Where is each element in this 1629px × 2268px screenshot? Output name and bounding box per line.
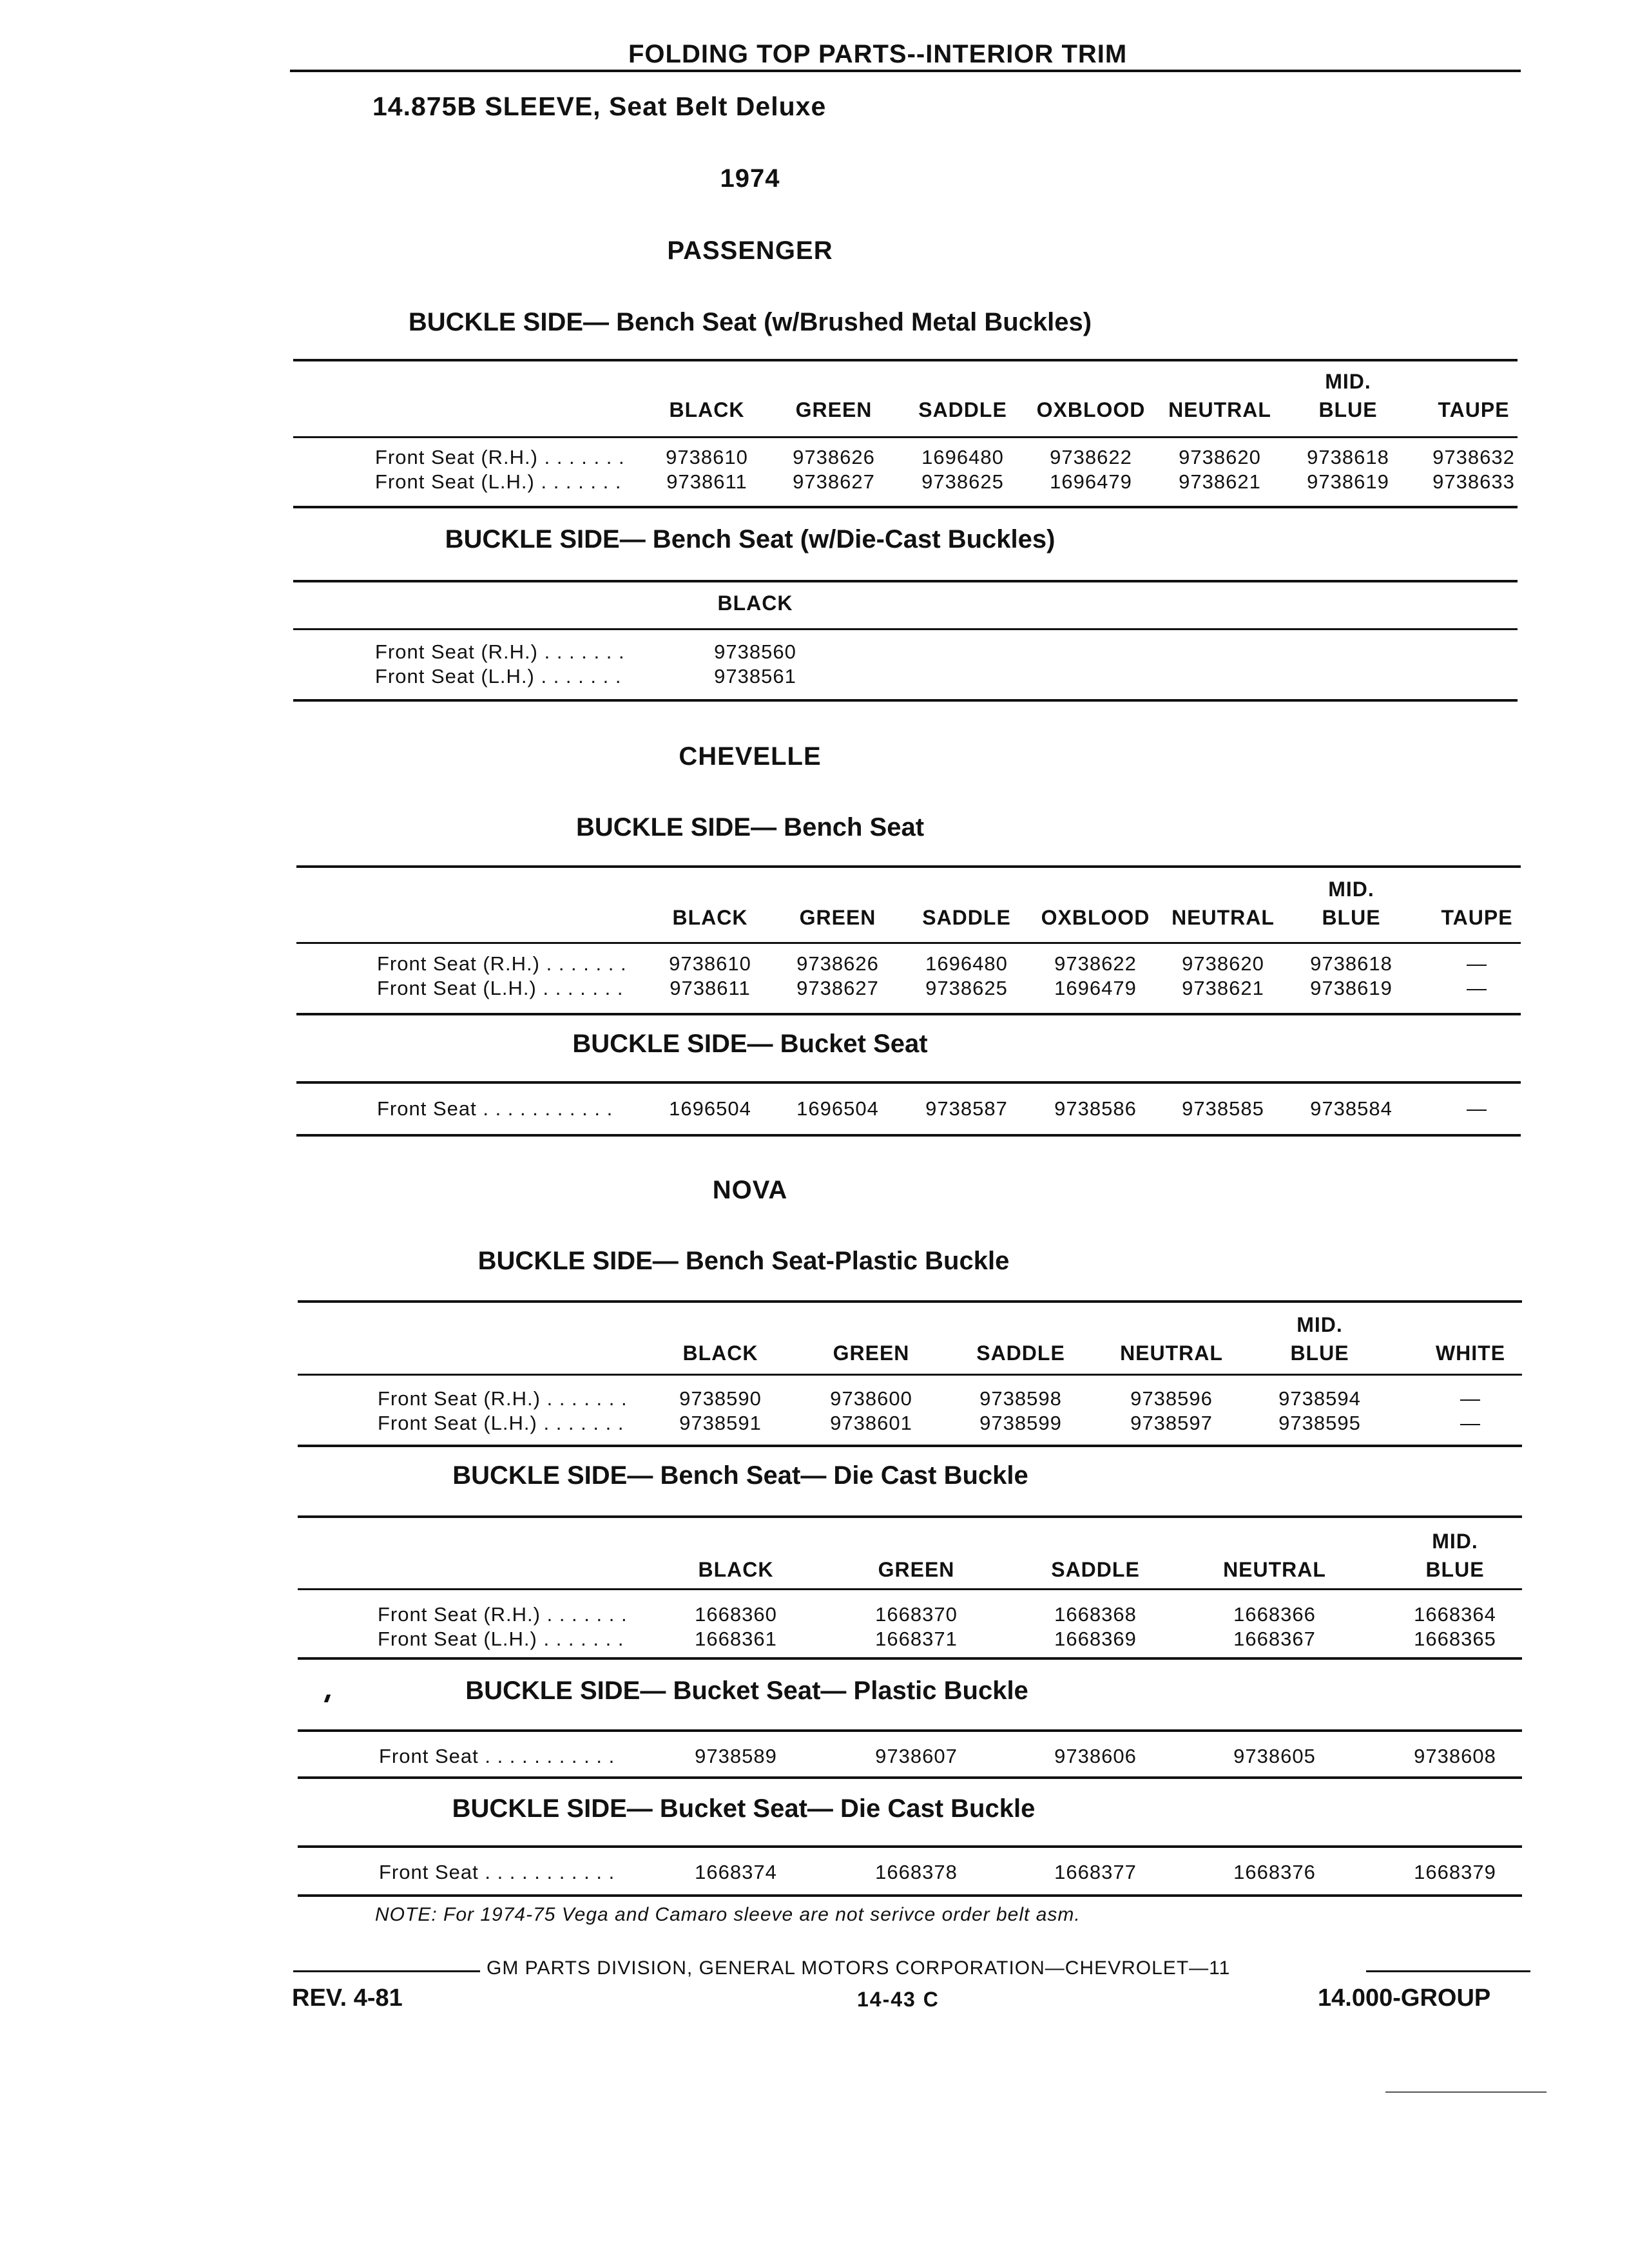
table-cell: 9738633 <box>1432 470 1515 493</box>
table-cell: 9738598 <box>979 1387 1062 1410</box>
column-header: SADDLE <box>918 398 1007 421</box>
table-cell: 9738622 <box>1050 446 1132 468</box>
table-cell: 9738586 <box>1054 1097 1137 1120</box>
table-cell: 9738610 <box>669 952 751 975</box>
table-cell: 9738589 <box>695 1745 777 1767</box>
rule <box>298 1776 1522 1779</box>
row-label: Front Seat (R.H.) . . . . . . . <box>375 640 625 663</box>
row-label: Front Seat (L.H.) . . . . . . . <box>375 470 622 493</box>
rule <box>298 1657 1522 1660</box>
column-header: BLACK <box>672 906 748 929</box>
footnote: NOTE: For 1974-75 Vega and Camaro sleeve are not serivce order belt asm. <box>375 1904 1081 1925</box>
table-cell: 1696480 <box>925 952 1008 975</box>
table-cell: 9738590 <box>679 1387 762 1410</box>
rule <box>298 1729 1522 1732</box>
table-cell: — <box>1460 1387 1481 1410</box>
table-cell: 1668367 <box>1233 1628 1316 1650</box>
footer-group: 14.000-GROUP <box>1318 1984 1491 2012</box>
footer-rule-left <box>293 1970 480 1972</box>
row-label: Front Seat (R.H.) . . . . . . . <box>378 1387 628 1410</box>
row-label: Front Seat . . . . . . . . . . . <box>377 1097 613 1120</box>
table-cell: 9738626 <box>793 446 875 468</box>
table-cell: 9738607 <box>875 1745 958 1767</box>
table-cell: 1668379 <box>1414 1861 1496 1883</box>
table-cell: 9738618 <box>1307 446 1389 468</box>
table-cell: 9738599 <box>979 1412 1062 1434</box>
column-header: MID. <box>1328 878 1374 901</box>
rule <box>296 1134 1521 1137</box>
table-cell: — <box>1467 952 1487 975</box>
table-cell: 1668361 <box>695 1628 777 1650</box>
table-cell: 9738587 <box>925 1097 1008 1120</box>
rule <box>298 1588 1522 1590</box>
year-heading: 1974 <box>720 164 780 193</box>
row-label: Front Seat (R.H.) . . . . . . . <box>378 1603 628 1626</box>
row-label: Front Seat (R.H.) . . . . . . . <box>375 446 625 468</box>
column-header: NEUTRAL <box>1120 1341 1223 1365</box>
rule <box>298 1374 1522 1376</box>
column-header: NEUTRAL <box>1168 398 1271 421</box>
table-cell: 1668368 <box>1054 1603 1137 1626</box>
table-cell: — <box>1460 1412 1481 1434</box>
column-header: NEUTRAL <box>1223 1558 1326 1581</box>
rule <box>298 1300 1522 1303</box>
row-label: Front Seat (L.H.) . . . . . . . <box>377 977 624 999</box>
column-header: SADDLE <box>922 906 1011 929</box>
column-header: BLUE <box>1425 1558 1485 1581</box>
rule <box>298 1515 1522 1518</box>
table-cell: 9738600 <box>830 1387 912 1410</box>
column-header: NEUTRAL <box>1171 906 1275 929</box>
nova-t2-title: BUCKLE SIDE— Bench Seat— Die Cast Buckle <box>452 1461 1028 1490</box>
row-label: Front Seat . . . . . . . . . . . <box>379 1861 615 1883</box>
table-cell: 1668370 <box>875 1603 958 1626</box>
table-cell: 9738610 <box>666 446 748 468</box>
column-header: GREEN <box>878 1558 955 1581</box>
column-header: BLUE <box>1290 1341 1349 1365</box>
passenger-t2-title: BUCKLE SIDE— Bench Seat (w/Die-Cast Buckles) <box>445 525 1055 553</box>
column-header: SADDLE <box>976 1341 1065 1365</box>
table-cell: 9738597 <box>1130 1412 1213 1434</box>
row-label: Front Seat (L.H.) . . . . . . . <box>375 665 622 687</box>
table-cell: 1668378 <box>875 1861 958 1883</box>
table-cell: 9738618 <box>1310 952 1393 975</box>
column-header: OXBLOOD <box>1041 906 1150 929</box>
table-cell: 9738584 <box>1310 1097 1393 1120</box>
chevelle-heading: CHEVELLE <box>679 742 822 771</box>
chevelle-t2-title: BUCKLE SIDE— Bucket Seat <box>572 1030 928 1058</box>
rule <box>296 942 1521 944</box>
rule <box>293 436 1518 438</box>
table-cell: 1668360 <box>695 1603 777 1626</box>
table-cell: 1696480 <box>921 446 1004 468</box>
column-header: GREEN <box>799 906 876 929</box>
table-cell: 9738621 <box>1179 470 1261 493</box>
nova-t4-title: BUCKLE SIDE— Bucket Seat— Die Cast Buckle <box>452 1794 1036 1823</box>
column-header: BLUE <box>1322 906 1381 929</box>
table-cell: 1696479 <box>1050 470 1132 493</box>
table-cell: 9738625 <box>921 470 1004 493</box>
table-cell: 1668366 <box>1233 1603 1316 1626</box>
table-cell: 9738627 <box>796 977 879 999</box>
column-header: MID. <box>1296 1313 1343 1336</box>
footer-page: 14-43 C <box>857 1988 940 2011</box>
table-cell: 9738605 <box>1233 1745 1316 1767</box>
table-cell: 9738611 <box>670 977 751 999</box>
rule <box>298 1894 1522 1897</box>
title-rule <box>290 70 1521 72</box>
column-header: TAUPE <box>1438 398 1510 421</box>
table-cell: 1668371 <box>875 1628 958 1650</box>
column-header: WHITE <box>1435 1341 1506 1365</box>
table-cell: 9738626 <box>796 952 879 975</box>
table-cell: 9738611 <box>666 470 747 493</box>
column-header: BLACK <box>682 1341 758 1365</box>
table-cell: 9738625 <box>925 977 1008 999</box>
table-cell: 9738594 <box>1278 1387 1361 1410</box>
passenger-heading: PASSENGER <box>667 236 833 265</box>
column-header: BLACK <box>717 591 793 615</box>
chevelle-t1-title: BUCKLE SIDE— Bench Seat <box>575 813 925 841</box>
rule <box>293 506 1518 508</box>
column-header: BLACK <box>698 1558 774 1581</box>
table-cell: 9738619 <box>1307 470 1389 493</box>
table-cell: — <box>1467 1097 1487 1120</box>
table-cell: 9738622 <box>1054 952 1137 975</box>
footer-rule-right <box>1366 1970 1530 1972</box>
table-cell: 9738585 <box>1182 1097 1264 1120</box>
nova-heading: NOVA <box>712 1176 788 1204</box>
table-cell: 9738595 <box>1278 1412 1361 1434</box>
rule <box>296 865 1521 868</box>
footer-division: GM PARTS DIVISION, GENERAL MOTORS CORPORATION—CHEVROLET—11 <box>487 1957 1231 1979</box>
table-cell: 1668365 <box>1414 1628 1496 1650</box>
column-header: TAUPE <box>1441 906 1513 929</box>
column-header: MID. <box>1325 370 1371 393</box>
rule <box>298 1445 1522 1447</box>
column-header: BLACK <box>669 398 745 421</box>
column-header: OXBLOOD <box>1036 398 1146 421</box>
table-cell: 9738620 <box>1182 952 1264 975</box>
table-cell: 1668369 <box>1054 1628 1137 1650</box>
rule <box>296 1081 1521 1084</box>
rule <box>298 1845 1522 1848</box>
table-cell: — <box>1467 977 1487 999</box>
table-cell: 9738601 <box>830 1412 912 1434</box>
page-title: FOLDING TOP PARTS--INTERIOR TRIM <box>628 40 1128 68</box>
nova-t1-title: BUCKLE SIDE— Bench Seat-Plastic Buckle <box>477 1247 1010 1275</box>
column-header: SADDLE <box>1051 1558 1140 1581</box>
table-cell: 9738621 <box>1182 977 1264 999</box>
nova-t3-title: BUCKLE SIDE— Bucket Seat— Plastic Buckle <box>465 1677 1028 1705</box>
scan-mark <box>1385 2091 1547 2093</box>
table-cell: 9738596 <box>1130 1387 1213 1410</box>
table-cell: 1668364 <box>1414 1603 1496 1626</box>
table-cell: 9738606 <box>1054 1745 1137 1767</box>
table-cell: 1696504 <box>796 1097 879 1120</box>
row-label: Front Seat (L.H.) . . . . . . . <box>378 1628 624 1650</box>
table-cell: 9738632 <box>1432 446 1515 468</box>
item-heading: 14.875B SLEEVE, Seat Belt Deluxe <box>372 91 827 121</box>
table-cell: 9738627 <box>793 470 875 493</box>
rule <box>293 699 1518 702</box>
table-cell: 1696479 <box>1054 977 1137 999</box>
passenger-t1-title: BUCKLE SIDE— Bench Seat (w/Brushed Metal Buckles) <box>408 308 1092 336</box>
table-cell: 1668374 <box>695 1861 777 1883</box>
rule <box>293 628 1518 630</box>
column-header: GREEN <box>833 1341 910 1365</box>
column-header: GREEN <box>795 398 872 421</box>
footer-rev: REV. 4-81 <box>292 1984 403 2012</box>
table-cell: 9738591 <box>679 1412 762 1434</box>
rule <box>293 359 1518 361</box>
table-cell: 1668376 <box>1233 1861 1316 1883</box>
table-cell: 1668377 <box>1054 1861 1137 1883</box>
table-cell: 9738619 <box>1310 977 1393 999</box>
column-header: MID. <box>1432 1530 1478 1553</box>
row-label: Front Seat (L.H.) . . . . . . . <box>378 1412 624 1434</box>
row-label: Front Seat (R.H.) . . . . . . . <box>377 952 627 975</box>
table-cell: 1696504 <box>669 1097 751 1120</box>
rule <box>296 1013 1521 1015</box>
table-cell: 9738561 <box>714 665 796 687</box>
row-label: Front Seat . . . . . . . . . . . <box>379 1745 615 1767</box>
rule <box>293 580 1518 582</box>
table-cell: 9738608 <box>1414 1745 1496 1767</box>
table-cell: 9738560 <box>714 640 796 663</box>
column-header: BLUE <box>1318 398 1378 421</box>
table-cell: 9738620 <box>1179 446 1261 468</box>
